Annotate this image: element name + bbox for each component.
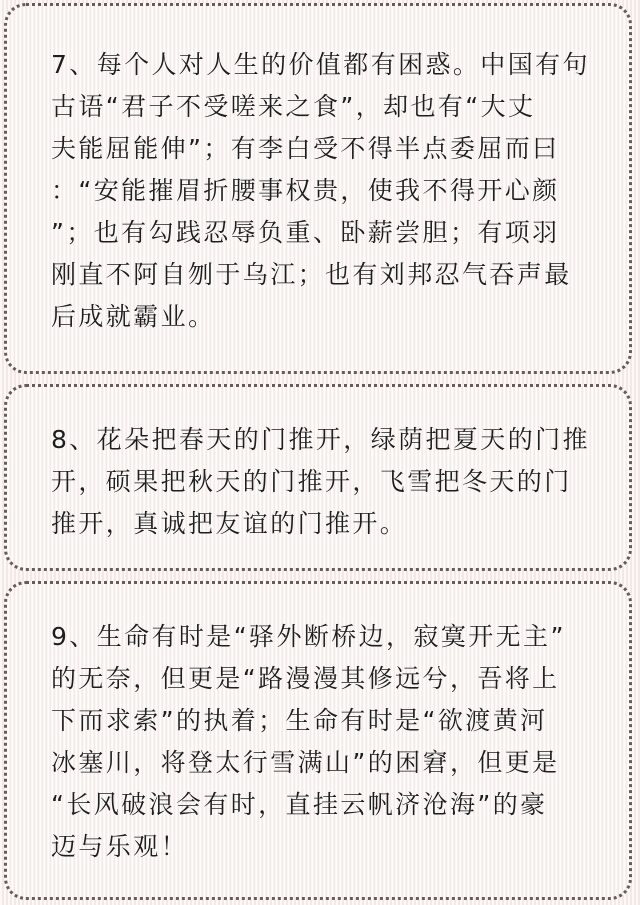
quote-card-7 — [4, 3, 632, 374]
quote-text-7: 7、每个人对人生的价值都有困惑。中国有句 古语“君子不受嗟来之食”，却也有“大丈 夫能屈能伸”；有李白受不得半点委屈而曰 ：“安能摧眉折腰事权贵，使我不得开心颜 ”；也有勾践忍辱负重、卧薪尝胆；有项羽 刚直不阿自刎于乌江；也有刘邦忍气吞声最 后成就霸业。 — [51, 50, 590, 331]
quote-card-8 — [4, 384, 632, 571]
quote-text-9: 9、生命有时是“驿外断桥边，寂寞开无主” 的无奈，但更是“路漫漫其修远兮，吾将上 下而求索”的执着；生命有时是“欲渡黄河 冰塞川，将登太行雪满山”的困窘，但更是 “长风破浪会有时，直挂云帆济沧海”的豪 迈与乐观！ — [51, 622, 566, 861]
quote-text-8: 8、花朵把春天的门推开，绿荫把夏天的门推 开，硕果把秋天的门推开，飞雪把冬天的门 推开，真诚把友谊的门推开。 — [51, 425, 590, 538]
quote-card-9 — [4, 581, 632, 900]
